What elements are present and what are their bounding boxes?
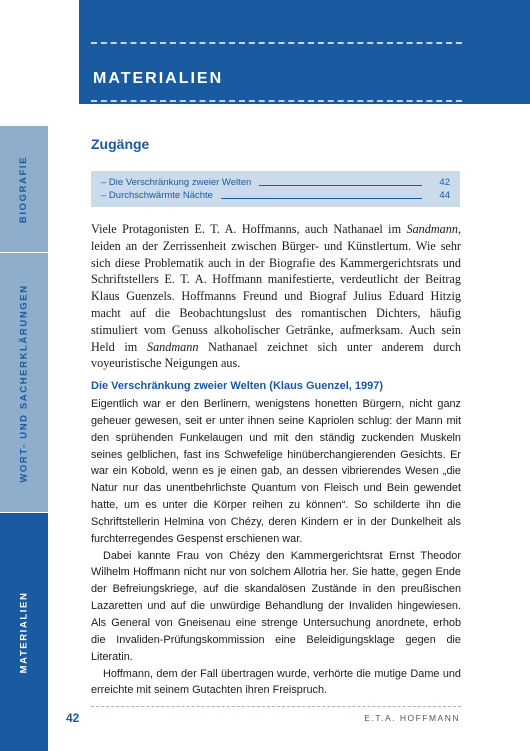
tab-materialien[interactable] <box>0 512 48 751</box>
tab-biografie-label: BIOGRAFIE <box>18 155 30 223</box>
page-number: 42 <box>66 711 80 725</box>
toc-entry[interactable] <box>101 176 450 189</box>
toc-leader-line <box>259 179 422 186</box>
toc-leader-line <box>221 192 422 199</box>
side-tabs <box>0 0 48 750</box>
excerpt-paragraph: Dabei kannte Frau von Chézy den Kammergerichtsrat Ernst Theodor Wilhelm Hoffmann nicht nur von solchem Allotria her. Sie hatte, gegen Ende der Befreiungskriege, auf die skandalösen Zustände in den preußischen Lazaretten und auf die unwürdige Behandlung der Invaliden hingewiesen. Als General von Gneisenau eine strenge Untersuchung anordnete, erhob die Invaliden-Prüfungskommission eine Beleidigungsklage gegen die Literatin. <box>91 549 461 663</box>
toc-entry-label: – Durchschwärmte Nächte <box>101 190 213 201</box>
running-title: E.T.A. HOFFMANN <box>364 713 460 723</box>
header-bottom-divider <box>91 100 462 102</box>
footer-divider <box>91 706 461 707</box>
intro-text: Viele Protagonisten E. T. A. Hoffmanns, auch Nathanael im <box>91 222 407 236</box>
intro-italic-title: Sandmann <box>146 339 199 354</box>
intro-text: , leiden an der Zerrissenheit zwischen Bürger- und Künstlertum. Wie sehr sich diese Problematik auch in der Biografie des Kammergerichtsrats und Schriftstellers E. T. A. Hoffmann manifestierte, verdeutlicht der Beitrag Klaus Guenzels. Hoffmanns Freund und Biograf Julius Eduard Hitzig macht auf die Beobachtungslust des romantischen Dichters, häufig stimuliert vom Genuss alkoholischer Getränke, aufmerksam. Auch sein Held im <box>91 222 461 354</box>
tab-materialien-label: MATERIALIEN <box>18 591 30 673</box>
toc-entry-label: – Die Verschränkung zweier Welten <box>101 177 252 188</box>
intro-italic-title: Sandmann <box>406 222 458 236</box>
toc-entry-page: 42 <box>439 177 450 188</box>
toc-entry-page: 44 <box>439 190 450 201</box>
header-top-divider <box>91 42 462 44</box>
toc-entry[interactable] <box>101 189 450 202</box>
chapter-header <box>79 0 530 104</box>
excerpt-paragraph: Eigentlich war er den Berlinern, wenigstens honetten Bürgern, nicht ganz geheuer gewesen, seit er unter ihnen seine Kapriolen schlug: der Mann mit den sprühenden Funkelaugen und mit den ständig zuckenden Muskeln seines gelblichen, fast ins Schwefelige hinüberchangierenden Gesichts. Er war ein Kobold, wenn es je einen gab, an dessen vibrierendes Wesen „die Natur nur das unentbehrlichste Quantum von Fleisch und Bein gewendet hatte, um es unter die Körper reihen zu können“. So schilderte ihn die Schriftstellerin Helmina von Chézy, deren Kindern er in der Dunkelheit als furchterregendes Gespenst erschienen war. <box>91 398 461 545</box>
tab-wort-label: WORT- UND SACHERKLÄRUNGEN <box>18 283 30 483</box>
chapter-title: MATERIALIEN <box>93 70 224 87</box>
intro-text: Nathanael zeichnet sich unter anderem durch voyeuristische Neigungen aus. <box>91 339 462 371</box>
excerpt-title: Die Verschränkung zweier Welten (Klaus Guenzel, 1997) <box>91 380 384 392</box>
tab-wort-und-sacherklaerungen[interactable] <box>0 252 48 513</box>
toc-box <box>91 171 460 207</box>
excerpt-text <box>91 396 461 699</box>
intro-paragraph <box>91 221 461 372</box>
section-heading: Zugänge <box>91 136 150 152</box>
excerpt-paragraph: Hoffmann, dem der Fall übertragen wurde, verhörte die mutige Dame und erreichte mit seinem Gutachten ihren Freispruch. <box>91 667 461 697</box>
tab-biografie[interactable] <box>0 126 48 252</box>
